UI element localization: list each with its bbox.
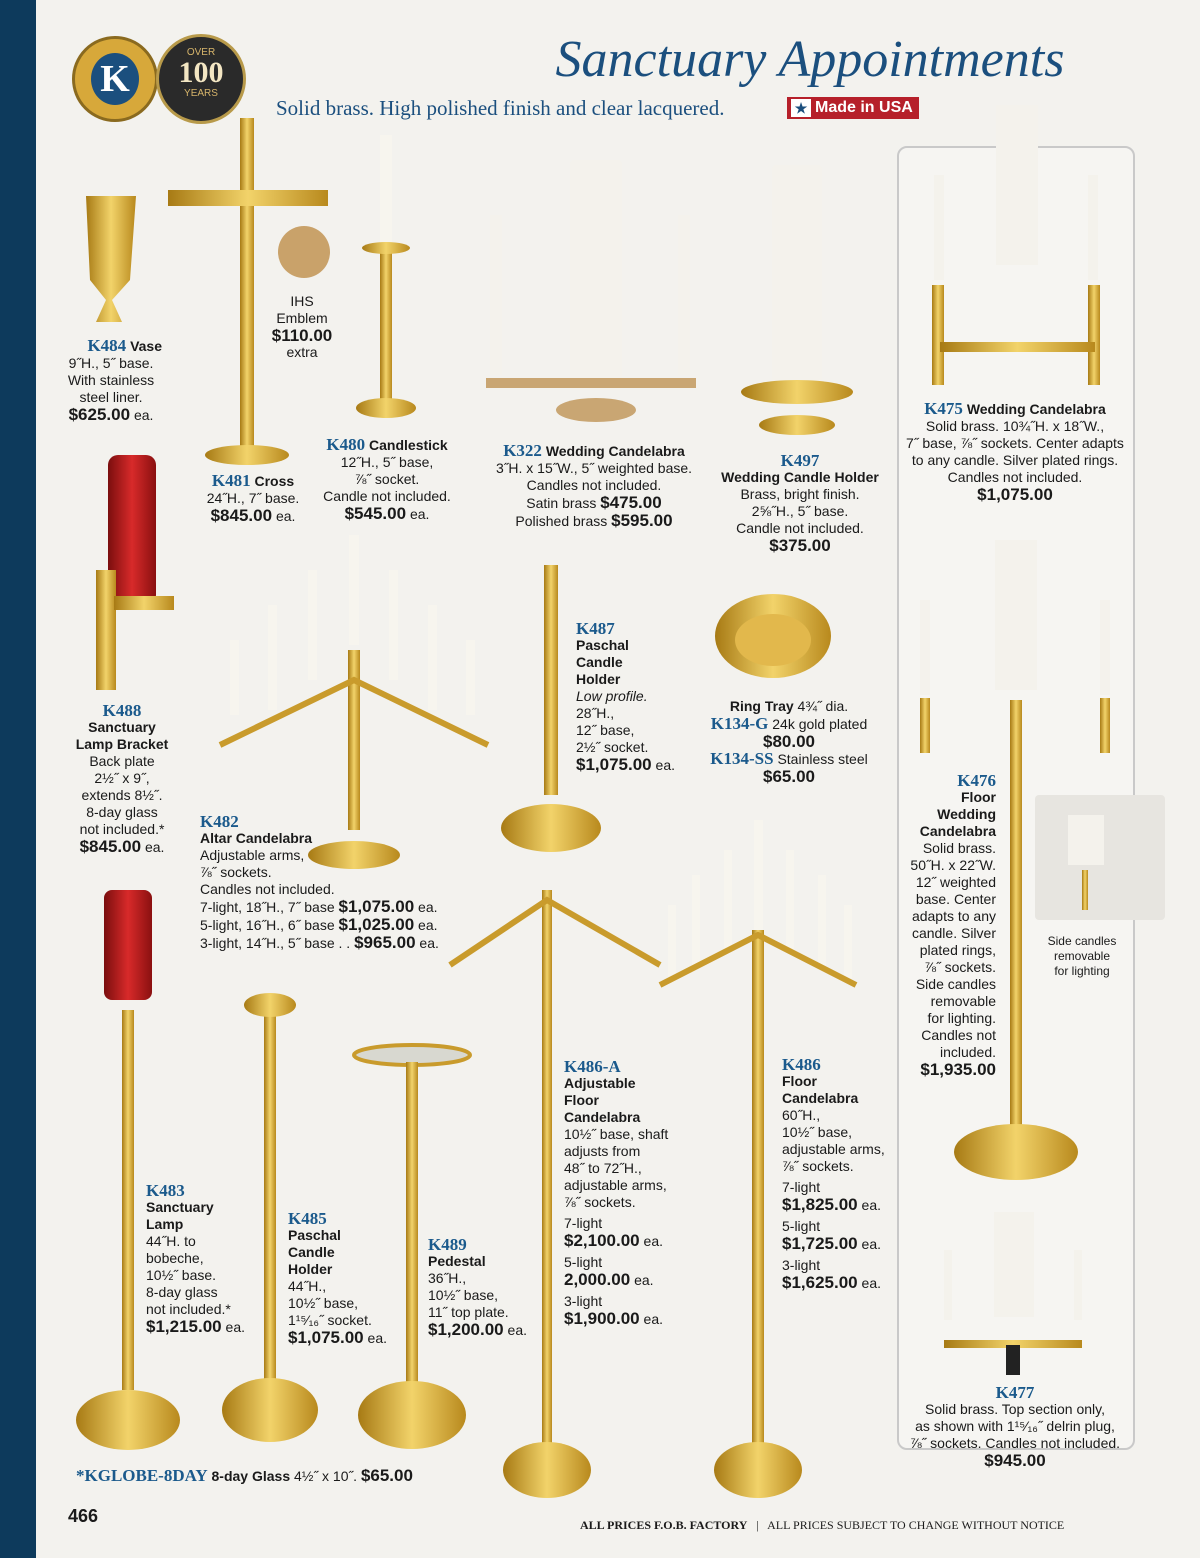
k483-name2: Lamp [146,1216,184,1232]
product-k486 [782,1056,902,1292]
kglobe-code: *KGLOBE-8DAY [76,1466,208,1485]
k489-line2: 10½˝ base, [428,1287,499,1303]
k476-line13: included. [939,1044,996,1060]
k477-price: $945.00 [984,1451,1046,1470]
kglobe-size: 4½˝ x 10˝. [294,1468,358,1484]
k476-line10: removable [930,993,996,1009]
k134g-desc: 24k gold plated [772,716,868,732]
k482-option-3: 3-light, 14˝H., 5˝ base . . [200,935,351,951]
k476-name3: Candelabra [919,823,996,839]
k482-unit: ea. [419,935,439,951]
seal-number: 100 [178,56,224,89]
k486a-line4: adjustable arms, [564,1177,667,1193]
k486-opt-5: 5-light [782,1218,821,1234]
k475-price: $1,075.00 [977,485,1053,504]
k489-code: K489 [428,1235,467,1254]
k481-price: $845.00 [210,506,273,525]
k489-line1: 36˝H., [428,1270,467,1286]
k487-unit: ea. [655,757,675,773]
k485-code: K485 [288,1209,327,1228]
k476-line8: ⅞˝ sockets. [924,959,996,975]
k484-line2: With stainless [67,372,155,388]
k486-line1: 60˝H., [782,1107,821,1123]
k482-price-5: $1,025.00 [338,915,415,934]
k484-price: $625.00 [68,405,131,424]
k487-code: K487 [576,619,615,638]
k477-line2: as shown with 1¹⁵⁄₁₆˝ delrin plug, [915,1418,1115,1434]
k488-line3: extends 8½˝. [81,787,163,803]
star-icon: ★ [791,99,811,117]
k489-line3: 11˝ top plate. [428,1304,509,1320]
k487-line3: 12˝ base, [576,722,635,738]
k485-line2: 10½˝ base, [288,1295,359,1311]
k485-name3: Holder [288,1261,333,1277]
k486a-price-3: $1,900.00 [564,1309,640,1328]
side-candles-caption [1035,934,1129,979]
k484-unit: ea. [133,407,154,423]
k483-line3: 10½˝ base. [146,1267,217,1283]
k482-line2: ⅞˝ sockets. [200,864,272,880]
logo-letter: K [91,53,139,105]
product-k486a [564,1058,684,1328]
k475-name: Wedding Candelabra [966,401,1106,417]
k476-line11: for lighting. [927,1010,996,1026]
k488-code: K488 [102,701,142,720]
k322-price-polished: $595.00 [611,511,673,530]
k484-code: K484 [87,336,127,355]
ring-tray-size: 4¾˝ dia. [797,698,849,714]
k322-satin: Satin brass [526,495,597,511]
seal-years: YEARS [184,88,218,99]
k481-unit: ea. [275,508,296,524]
k322-name: Wedding Candelabra [545,443,685,459]
product-k489 [428,1236,538,1339]
k483-code: K483 [146,1181,185,1200]
k482-unit: ea. [418,899,438,915]
k483-price: $1,215.00 [146,1317,222,1336]
k477-code: K477 [995,1383,1035,1402]
k322-price-satin: $475.00 [600,493,662,512]
k480-line2: ⅞˝ socket. [354,471,420,487]
k480-code: K480 [326,435,366,454]
ihs-line1: IHS [290,293,314,309]
k486-line4: ⅞˝ sockets. [782,1158,854,1174]
product-k488 [72,702,172,856]
k497-code: K497 [780,451,820,470]
k486-price-7: $1,825.00 [782,1195,858,1214]
product-k482 [200,813,450,952]
k486a-line3: 48˝ to 72˝H., [564,1160,642,1176]
product-k484 [60,337,162,424]
product-k481 [198,472,308,525]
k482-name: Altar Candelabra [200,830,313,846]
k487-price: $1,075.00 [576,755,652,774]
product-k476 [900,772,996,1078]
k476-line7: plated rings, [919,942,996,958]
k483-line2: bobeche, [146,1250,204,1266]
k486a-unit: ea. [643,1311,663,1327]
k475-line2: 7˝ base, ⅞˝ sockets. Center adapts [906,435,1124,451]
k134ss-code: K134-SS [710,749,774,768]
k486a-unit: ea. [634,1272,654,1288]
k482-option-5: 5-light, 16˝H., 6˝ base [200,917,335,933]
k480-unit: ea. [409,506,430,522]
k480-line3: Candle not included. [323,488,451,504]
product-k497 [712,452,888,554]
k489-name: Pedestal [428,1253,486,1269]
k483-name1: Sanctuary [146,1199,214,1215]
k475-code: K475 [924,399,963,418]
footer-left: ALL PRICES F.O.B. FACTORY [580,1518,748,1532]
k477-line1: Solid brass. Top section only, [924,1401,1106,1417]
k488-line1: Back plate [89,753,155,769]
usa-badge-label: Made in USA [815,99,913,116]
k488-name1: Sanctuary [88,719,156,735]
k481-name: Cross [254,473,295,489]
k482-price-7: $1,075.00 [338,897,415,916]
k322-code: K322 [503,441,542,460]
k476-code: K476 [957,771,996,790]
product-k480 [316,436,458,523]
k476-name1: Floor [961,789,996,805]
ring-tray-name: Ring Tray [729,698,794,714]
k476-line3: 12˝ weighted [915,874,996,890]
k486-opt-7: 7-light [782,1179,821,1195]
k486-opt-3: 3-light [782,1257,821,1273]
k475-line1: Solid brass. 10¾˝H. x 18˝W., [925,418,1105,434]
page-subtitle: Solid brass. High polished finish and clear lacquered. [276,96,725,120]
k497-name: Wedding Candle Holder [721,469,879,485]
k486a-opt-7: 7-light [564,1215,603,1231]
k486a-name3: Candelabra [564,1109,641,1125]
k134g-price: $80.00 [763,732,815,751]
k485-price: $1,075.00 [288,1328,364,1347]
k476-line9: Side candles [915,976,996,992]
k322-polished: Polished brass [515,513,608,529]
page-title: Sanctuary Appointments [555,31,1065,88]
k489-unit: ea. [507,1322,527,1338]
seal-over: OVER [186,47,216,58]
k489-price: $1,200.00 [428,1320,504,1339]
side-caption-2: removable [1053,949,1111,963]
k485-line1: 44˝H., [288,1278,327,1294]
k488-line4: 8-day glass [86,804,158,820]
k487-name1: Paschal [576,637,629,653]
k485-unit: ea. [367,1330,387,1346]
k483-unit: ea. [225,1319,245,1335]
k488-name2: Lamp Bracket [75,736,169,752]
k486a-line2: adjusts from [564,1143,641,1159]
ihs-price: $110.00 [271,326,333,345]
k484-line3: steel liner. [79,389,143,405]
k487-line2: 28˝H., [576,705,615,721]
k483-line4: 8-day glass [146,1284,218,1300]
k134ss-price: $65.00 [763,767,815,786]
product-k487 [576,620,686,774]
k486a-name1: Adjustable [564,1075,636,1091]
k488-line5: not included.* [79,821,165,837]
k486-unit: ea. [861,1275,881,1291]
k477-line3: ⅞˝ sockets. Candles not included. [909,1435,1121,1451]
k483-line5: not included.* [146,1301,231,1317]
k486a-opt-5: 5-light [564,1254,603,1270]
k476-price: $1,935.00 [920,1060,996,1079]
k486-unit: ea. [861,1197,881,1213]
k487-line4: 2½˝ socket. [576,739,649,755]
k486-price-3: $1,625.00 [782,1273,858,1292]
k482-line3: Candles not included. [200,881,335,897]
k476-line2: 50˝H. x 22˝W. [910,857,996,873]
k476-line5: adapts to any [911,908,996,924]
k486-price-5: $1,725.00 [782,1234,858,1253]
page-number: 466 [68,1506,99,1526]
k482-price-3: $965.00 [354,933,416,952]
product-k483 [146,1182,256,1336]
k322-line1: 3˝H. x 15˝W., 5˝ weighted base. [495,460,693,476]
k482-unit: ea. [418,917,438,933]
k476-line12: Candles not [921,1027,996,1043]
k486-line2: 10½˝ base, [782,1124,853,1140]
k487-name2: Candle [576,654,623,670]
k486a-name2: Floor [564,1092,599,1108]
k322-line2: Candles not included. [526,477,662,493]
k482-line1: Adjustable arms, [200,847,305,863]
k497-line3: Candle not included. [736,520,864,536]
k486-code: K486 [782,1055,821,1074]
k476-name2: Wedding [937,806,996,822]
k486a-price-5: 2,000.00 [564,1270,631,1289]
k481-code: K481 [211,471,251,490]
product-k322 [488,442,700,530]
k486-unit: ea. [861,1236,881,1252]
side-caption-3: for lighting [1054,964,1110,978]
k134g-code: K134-G [710,714,769,733]
k481-line1: 24˝H., 7˝ base. [206,490,300,506]
k485-name1: Paschal [288,1227,341,1243]
k488-price: $845.00 [79,837,142,856]
k476-line1: Solid brass. [922,840,996,856]
k486-name1: Floor [782,1073,817,1089]
k484-line1: 9˝H., 5˝ base. [68,355,154,371]
k475-line4: Candles not included. [947,469,1083,485]
ihs-emblem [262,293,342,361]
product-k475 [900,400,1130,503]
product-kglobe [76,1467,496,1485]
product-ring-tray [696,698,882,785]
k480-price: $545.00 [344,504,407,523]
ihs-line2: Emblem [276,310,328,326]
k476-line6: candle. Silver [911,925,996,941]
k134ss-desc: Stainless steel [777,751,868,767]
product-k477 [900,1384,1130,1469]
k476-line4: base. Center [915,891,996,907]
side-caption-1: Side candles [1047,934,1117,948]
product-k485 [288,1210,398,1347]
k497-price: $375.00 [769,536,831,555]
k485-name2: Candle [288,1244,335,1260]
k486a-line1: 10½˝ base, shaft [564,1126,669,1142]
footer-note [580,1518,1064,1533]
footer-separator: | [756,1518,759,1532]
k488-line2: 2½˝ x 9˝, [94,770,150,786]
k487-line1: Low profile. [576,688,648,704]
k488-unit: ea. [144,839,165,855]
k486a-opt-3: 3-light [564,1293,603,1309]
footer-right: ALL PRICES SUBJECT TO CHANGE WITHOUT NOTICE [767,1518,1065,1532]
k497-line1: Brass, bright finish. [740,486,860,502]
k480-line1: 12˝H., 5˝ base, [340,454,434,470]
k486a-unit: ea. [643,1233,663,1249]
kglobe-name: 8-day Glass [211,1468,291,1484]
k486a-price-7: $2,100.00 [564,1231,640,1250]
k487-name3: Holder [576,671,621,687]
k482-option-7: 7-light, 18˝H., 7˝ base [200,899,335,915]
k497-line2: 2⅝˝H., 5˝ base. [751,503,849,519]
k482-code: K482 [200,812,239,831]
k486-name2: Candelabra [782,1090,859,1106]
k486a-line5: ⅞˝ sockets. [564,1194,636,1210]
k475-line3: to any candle. Silver plated rings. [911,452,1119,468]
k486a-code: K486-A [564,1057,621,1076]
k484-name: Vase [130,338,162,354]
k485-line3: 1¹⁵⁄₁₆˝ socket. [288,1312,372,1328]
k483-line1: 44˝H. to [146,1233,196,1249]
kglobe-price: $65.00 [360,1466,413,1485]
k480-name: Candlestick [369,437,448,453]
k486-line3: adjustable arms, [782,1141,885,1157]
ihs-line3: extra [286,344,318,360]
